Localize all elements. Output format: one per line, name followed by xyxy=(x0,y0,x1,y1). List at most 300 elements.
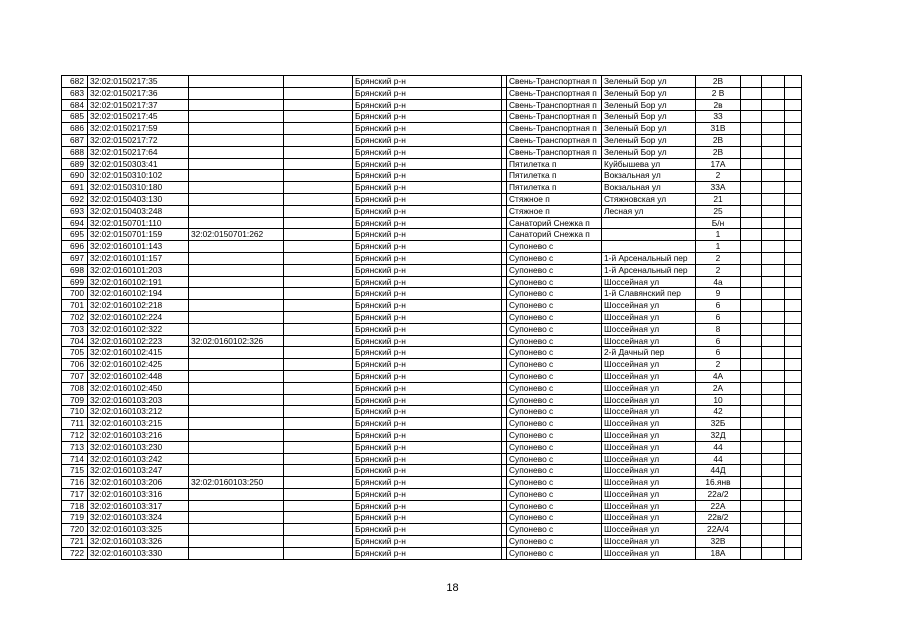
cadastral-number-cell: 32:02:0160102:191 xyxy=(88,276,189,288)
extra-column-3-cell xyxy=(785,477,802,489)
blank-column-cell xyxy=(284,252,353,264)
extra-column-3-cell xyxy=(785,288,802,300)
page-number: 18 xyxy=(446,582,459,594)
related-cadastral-number-cell xyxy=(189,441,284,453)
district-cell: Брянский р-н xyxy=(353,99,502,111)
row-number-cell: 710 xyxy=(62,406,88,418)
table-row xyxy=(62,382,802,394)
extra-column-3-cell xyxy=(785,488,802,500)
extra-column-3-cell xyxy=(785,123,802,135)
table-row xyxy=(62,300,802,312)
street-cell: Шоссейная ул xyxy=(602,488,696,500)
related-cadastral-number-cell xyxy=(189,418,284,430)
house-number-cell: 22в/2 xyxy=(696,512,741,524)
table-row xyxy=(62,182,802,194)
settlement-cell: Пятилетка п xyxy=(507,182,602,194)
related-cadastral-number-cell xyxy=(189,146,284,158)
house-number-cell: 2 В xyxy=(696,87,741,99)
row-number-cell: 703 xyxy=(62,323,88,335)
extra-column-3-cell xyxy=(785,229,802,241)
row-number-cell: 694 xyxy=(62,217,88,229)
extra-column-1-cell xyxy=(741,300,762,312)
street-cell: Зеленый Бор ул xyxy=(602,134,696,146)
settlement-cell: Стяжное п xyxy=(507,205,602,217)
table-row xyxy=(62,347,802,359)
row-number-cell: 698 xyxy=(62,264,88,276)
settlement-cell: Супонево с xyxy=(507,465,602,477)
extra-column-1-cell xyxy=(741,512,762,524)
extra-column-2-cell xyxy=(762,229,785,241)
cadastral-number-cell: 32:02:0160102:224 xyxy=(88,311,189,323)
row-number-cell: 709 xyxy=(62,394,88,406)
street-cell: Шоссейная ул xyxy=(602,418,696,430)
extra-column-2-cell xyxy=(762,217,785,229)
blank-column-cell xyxy=(284,465,353,477)
settlement-cell: Супонево с xyxy=(507,359,602,371)
row-number-cell: 688 xyxy=(62,146,88,158)
extra-column-2-cell xyxy=(762,477,785,489)
extra-column-2-cell xyxy=(762,76,785,88)
extra-column-2-cell xyxy=(762,311,785,323)
extra-column-3-cell xyxy=(785,76,802,88)
extra-column-3-cell xyxy=(785,252,802,264)
settlement-cell: Супонево с xyxy=(507,394,602,406)
settlement-cell: Супонево с xyxy=(507,241,602,253)
row-number-cell: 722 xyxy=(62,547,88,559)
street-cell: Зеленый Бор ул xyxy=(602,146,696,158)
street-cell: 1-й Арсенальный пер xyxy=(602,264,696,276)
settlement-cell: Супонево с xyxy=(507,547,602,559)
row-number-cell: 715 xyxy=(62,465,88,477)
house-number-cell: 22А xyxy=(696,500,741,512)
extra-column-1-cell xyxy=(741,441,762,453)
settlement-cell: Супонево с xyxy=(507,335,602,347)
blank-column-cell xyxy=(284,99,353,111)
street-cell: Шоссейная ул xyxy=(602,536,696,548)
cadastral-number-cell: 32:02:0160103:324 xyxy=(88,512,189,524)
house-number-cell: 33А xyxy=(696,182,741,194)
district-cell: Брянский р-н xyxy=(353,252,502,264)
settlement-cell: Супонево с xyxy=(507,264,602,276)
settlement-cell: Пятилетка п xyxy=(507,158,602,170)
extra-column-3-cell xyxy=(785,335,802,347)
settlement-cell: Супонево с xyxy=(507,453,602,465)
extra-column-2-cell xyxy=(762,524,785,536)
extra-column-1-cell xyxy=(741,500,762,512)
extra-column-2-cell xyxy=(762,441,785,453)
related-cadastral-number-cell: 32:02:0160102:326 xyxy=(189,335,284,347)
extra-column-1-cell xyxy=(741,193,762,205)
street-cell: Зеленый Бор ул xyxy=(602,99,696,111)
district-cell: Брянский р-н xyxy=(353,500,502,512)
cadastral-number-cell: 32:02:0160103:216 xyxy=(88,429,189,441)
row-number-cell: 707 xyxy=(62,370,88,382)
table-body xyxy=(62,76,802,560)
extra-column-1-cell xyxy=(741,123,762,135)
cadastral-number-cell: 32:02:0160102:425 xyxy=(88,359,189,371)
settlement-cell: Супонево с xyxy=(507,382,602,394)
extra-column-2-cell xyxy=(762,111,785,123)
extra-column-2-cell xyxy=(762,394,785,406)
house-number-cell: 44 xyxy=(696,441,741,453)
extra-column-2-cell xyxy=(762,193,785,205)
street-cell: Шоссейная ул xyxy=(602,394,696,406)
row-number-cell: 700 xyxy=(62,288,88,300)
settlement-cell: Супонево с xyxy=(507,311,602,323)
extra-column-1-cell xyxy=(741,465,762,477)
house-number-cell: 6 xyxy=(696,347,741,359)
table-row xyxy=(62,111,802,123)
related-cadastral-number-cell xyxy=(189,311,284,323)
extra-column-3-cell xyxy=(785,370,802,382)
district-cell: Брянский р-н xyxy=(353,288,502,300)
table-row xyxy=(62,406,802,418)
related-cadastral-number-cell xyxy=(189,524,284,536)
related-cadastral-number-cell xyxy=(189,300,284,312)
extra-column-2-cell xyxy=(762,453,785,465)
cadastral-number-cell: 32:02:0150217:64 xyxy=(88,146,189,158)
extra-column-3-cell xyxy=(785,359,802,371)
extra-column-2-cell xyxy=(762,547,785,559)
district-cell: Брянский р-н xyxy=(353,87,502,99)
district-cell: Брянский р-н xyxy=(353,488,502,500)
extra-column-3-cell xyxy=(785,276,802,288)
cadastral-number-cell: 32:02:0160103:325 xyxy=(88,524,189,536)
settlement-cell: Супонево с xyxy=(507,500,602,512)
street-cell: 1-й Арсенальный пер xyxy=(602,252,696,264)
settlement-cell: Супонево с xyxy=(507,252,602,264)
house-number-cell: 2 xyxy=(696,252,741,264)
extra-column-2-cell xyxy=(762,241,785,253)
row-number-cell: 711 xyxy=(62,418,88,430)
house-number-cell: 25 xyxy=(696,205,741,217)
extra-column-2-cell xyxy=(762,323,785,335)
cadastral-number-cell: 32:02:0160103:316 xyxy=(88,488,189,500)
cadastral-register-table xyxy=(61,75,802,560)
cadastral-number-cell: 32:02:0150217:37 xyxy=(88,99,189,111)
street-cell: Зеленый Бор ул xyxy=(602,87,696,99)
table-row xyxy=(62,252,802,264)
blank-column-cell xyxy=(284,418,353,430)
district-cell: Брянский р-н xyxy=(353,241,502,253)
house-number-cell: 4А xyxy=(696,370,741,382)
row-number-cell: 696 xyxy=(62,241,88,253)
extra-column-3-cell xyxy=(785,170,802,182)
district-cell: Брянский р-н xyxy=(353,453,502,465)
table-row xyxy=(62,193,802,205)
table-row xyxy=(62,311,802,323)
settlement-cell: Супонево с xyxy=(507,406,602,418)
house-number-cell: 17А xyxy=(696,158,741,170)
settlement-cell: Пятилетка п xyxy=(507,170,602,182)
row-number-cell: 714 xyxy=(62,453,88,465)
blank-column-cell xyxy=(284,311,353,323)
related-cadastral-number-cell xyxy=(189,123,284,135)
house-number-cell: 33 xyxy=(696,111,741,123)
cadastral-number-cell: 32:02:0160101:157 xyxy=(88,252,189,264)
blank-column-cell xyxy=(284,359,353,371)
table-row xyxy=(62,323,802,335)
blank-column-cell xyxy=(284,488,353,500)
blank-column-cell xyxy=(284,500,353,512)
extra-column-1-cell xyxy=(741,370,762,382)
settlement-cell: Свень-Транспортная п xyxy=(507,146,602,158)
settlement-cell: Свень-Транспортная п xyxy=(507,111,602,123)
house-number-cell: Б/н xyxy=(696,217,741,229)
table-row xyxy=(62,418,802,430)
blank-column-cell xyxy=(284,229,353,241)
extra-column-2-cell xyxy=(762,512,785,524)
street-cell: Шоссейная ул xyxy=(602,441,696,453)
settlement-cell: Свень-Транспортная п xyxy=(507,134,602,146)
related-cadastral-number-cell xyxy=(189,111,284,123)
street-cell: Шоссейная ул xyxy=(602,359,696,371)
street-cell: Шоссейная ул xyxy=(602,382,696,394)
house-number-cell: 21 xyxy=(696,193,741,205)
street-cell: Шоссейная ул xyxy=(602,323,696,335)
related-cadastral-number-cell xyxy=(189,170,284,182)
district-cell: Брянский р-н xyxy=(353,347,502,359)
related-cadastral-number-cell xyxy=(189,158,284,170)
table-row xyxy=(62,488,802,500)
house-number-cell: 8 xyxy=(696,323,741,335)
extra-column-1-cell xyxy=(741,252,762,264)
street-cell: Шоссейная ул xyxy=(602,335,696,347)
row-number-cell: 687 xyxy=(62,134,88,146)
row-number-cell: 685 xyxy=(62,111,88,123)
table-row xyxy=(62,158,802,170)
street-cell: Шоссейная ул xyxy=(602,370,696,382)
street-cell: Шоссейная ул xyxy=(602,465,696,477)
district-cell: Брянский р-н xyxy=(353,465,502,477)
cadastral-number-cell: 32:02:0160102:194 xyxy=(88,288,189,300)
extra-column-2-cell xyxy=(762,252,785,264)
street-cell: Шоссейная ул xyxy=(602,429,696,441)
row-number-cell: 713 xyxy=(62,441,88,453)
extra-column-3-cell xyxy=(785,453,802,465)
extra-column-1-cell xyxy=(741,429,762,441)
related-cadastral-number-cell xyxy=(189,288,284,300)
house-number-cell: 22А/4 xyxy=(696,524,741,536)
extra-column-3-cell xyxy=(785,182,802,194)
blank-column-cell xyxy=(284,205,353,217)
street-cell xyxy=(602,229,696,241)
related-cadastral-number-cell xyxy=(189,323,284,335)
table-row xyxy=(62,134,802,146)
table-row xyxy=(62,288,802,300)
extra-column-1-cell xyxy=(741,536,762,548)
extra-column-1-cell xyxy=(741,87,762,99)
house-number-cell: 2в xyxy=(696,99,741,111)
street-cell xyxy=(602,217,696,229)
related-cadastral-number-cell xyxy=(189,382,284,394)
cadastral-number-cell: 32:02:0160103:212 xyxy=(88,406,189,418)
related-cadastral-number-cell xyxy=(189,547,284,559)
extra-column-3-cell xyxy=(785,441,802,453)
related-cadastral-number-cell xyxy=(189,488,284,500)
street-cell: 1-й Славянский пер xyxy=(602,288,696,300)
district-cell: Брянский р-н xyxy=(353,264,502,276)
row-number-cell: 692 xyxy=(62,193,88,205)
cadastral-number-cell: 32:02:0160103:215 xyxy=(88,418,189,430)
settlement-cell: Стяжное п xyxy=(507,193,602,205)
extra-column-3-cell xyxy=(785,500,802,512)
district-cell: Брянский р-н xyxy=(353,123,502,135)
settlement-cell: Супонево с xyxy=(507,288,602,300)
settlement-cell: Свень-Транспортная п xyxy=(507,99,602,111)
related-cadastral-number-cell xyxy=(189,193,284,205)
extra-column-1-cell xyxy=(741,229,762,241)
related-cadastral-number-cell: 32:02:0150701:262 xyxy=(189,229,284,241)
settlement-cell: Супонево с xyxy=(507,441,602,453)
row-number-cell: 702 xyxy=(62,311,88,323)
table-row xyxy=(62,264,802,276)
settlement-cell: Супонево с xyxy=(507,512,602,524)
extra-column-3-cell xyxy=(785,264,802,276)
extra-column-3-cell xyxy=(785,323,802,335)
cadastral-number-cell: 32:02:0150217:36 xyxy=(88,87,189,99)
related-cadastral-number-cell xyxy=(189,252,284,264)
extra-column-3-cell xyxy=(785,536,802,548)
house-number-cell: 2 xyxy=(696,170,741,182)
table-row xyxy=(62,547,802,559)
extra-column-1-cell xyxy=(741,394,762,406)
blank-column-cell xyxy=(284,193,353,205)
extra-column-1-cell xyxy=(741,264,762,276)
row-number-cell: 701 xyxy=(62,300,88,312)
blank-column-cell xyxy=(284,170,353,182)
row-number-cell: 689 xyxy=(62,158,88,170)
extra-column-2-cell xyxy=(762,536,785,548)
settlement-cell: Супонево с xyxy=(507,347,602,359)
settlement-cell: Супонево с xyxy=(507,300,602,312)
table-row xyxy=(62,429,802,441)
settlement-cell: Супонево с xyxy=(507,477,602,489)
table-row xyxy=(62,500,802,512)
cadastral-number-cell: 32:02:0150217:59 xyxy=(88,123,189,135)
extra-column-1-cell xyxy=(741,276,762,288)
extra-column-1-cell xyxy=(741,241,762,253)
street-cell: Зеленый Бор ул xyxy=(602,123,696,135)
extra-column-2-cell xyxy=(762,182,785,194)
extra-column-1-cell xyxy=(741,347,762,359)
extra-column-2-cell xyxy=(762,359,785,371)
blank-column-cell xyxy=(284,241,353,253)
extra-column-1-cell xyxy=(741,146,762,158)
table-row xyxy=(62,477,802,489)
extra-column-3-cell xyxy=(785,99,802,111)
house-number-cell: 32В xyxy=(696,536,741,548)
cadastral-number-cell: 32:02:0150217:35 xyxy=(88,76,189,88)
blank-column-cell xyxy=(284,111,353,123)
row-number-cell: 695 xyxy=(62,229,88,241)
cadastral-number-cell: 32:02:0150403:130 xyxy=(88,193,189,205)
table-row xyxy=(62,229,802,241)
blank-column-cell xyxy=(284,429,353,441)
extra-column-3-cell xyxy=(785,311,802,323)
table-row xyxy=(62,335,802,347)
blank-column-cell xyxy=(284,370,353,382)
extra-column-2-cell xyxy=(762,429,785,441)
settlement-cell: Свень-Транспортная п xyxy=(507,87,602,99)
related-cadastral-number-cell xyxy=(189,76,284,88)
cadastral-number-cell: 32:02:0150701:159 xyxy=(88,229,189,241)
district-cell: Брянский р-н xyxy=(353,323,502,335)
table-row xyxy=(62,146,802,158)
house-number-cell: 18А xyxy=(696,547,741,559)
row-number-cell: 691 xyxy=(62,182,88,194)
extra-column-1-cell xyxy=(741,488,762,500)
district-cell: Брянский р-н xyxy=(353,370,502,382)
cadastral-number-cell: 32:02:0150701:110 xyxy=(88,217,189,229)
cadastral-number-cell: 32:02:0160102:223 xyxy=(88,335,189,347)
row-number-cell: 683 xyxy=(62,87,88,99)
cadastral-number-cell: 32:02:0160101:203 xyxy=(88,264,189,276)
blank-column-cell xyxy=(284,335,353,347)
street-cell: Шоссейная ул xyxy=(602,500,696,512)
extra-column-3-cell xyxy=(785,146,802,158)
table-row xyxy=(62,394,802,406)
blank-column-cell xyxy=(284,536,353,548)
related-cadastral-number-cell xyxy=(189,394,284,406)
extra-column-3-cell xyxy=(785,524,802,536)
extra-column-1-cell xyxy=(741,99,762,111)
street-cell xyxy=(602,241,696,253)
extra-column-2-cell xyxy=(762,264,785,276)
row-number-cell: 693 xyxy=(62,205,88,217)
house-number-cell: 16.янв xyxy=(696,477,741,489)
district-cell: Брянский р-н xyxy=(353,441,502,453)
district-cell: Брянский р-н xyxy=(353,134,502,146)
house-number-cell: 22а/2 xyxy=(696,488,741,500)
cadastral-number-cell: 32:02:0160102:218 xyxy=(88,300,189,312)
blank-column-cell xyxy=(284,406,353,418)
extra-column-3-cell xyxy=(785,418,802,430)
district-cell: Брянский р-н xyxy=(353,76,502,88)
house-number-cell: 32Д xyxy=(696,429,741,441)
settlement-cell: Супонево с xyxy=(507,524,602,536)
house-number-cell: 1 xyxy=(696,229,741,241)
extra-column-3-cell xyxy=(785,111,802,123)
blank-column-cell xyxy=(284,300,353,312)
blank-column-cell xyxy=(284,182,353,194)
extra-column-1-cell xyxy=(741,182,762,194)
house-number-cell: 6 xyxy=(696,311,741,323)
cadastral-number-cell: 32:02:0160103:206 xyxy=(88,477,189,489)
related-cadastral-number-cell xyxy=(189,406,284,418)
street-cell: Шоссейная ул xyxy=(602,406,696,418)
extra-column-1-cell xyxy=(741,205,762,217)
extra-column-2-cell xyxy=(762,382,785,394)
table-row xyxy=(62,453,802,465)
house-number-cell: 44Д xyxy=(696,465,741,477)
cadastral-number-cell: 32:02:0160103:230 xyxy=(88,441,189,453)
cadastral-number-cell: 32:02:0150303:41 xyxy=(88,158,189,170)
street-cell: Вокзальная ул xyxy=(602,170,696,182)
related-cadastral-number-cell xyxy=(189,512,284,524)
house-number-cell: 2В xyxy=(696,134,741,146)
row-number-cell: 697 xyxy=(62,252,88,264)
blank-column-cell xyxy=(284,158,353,170)
extra-column-3-cell xyxy=(785,512,802,524)
house-number-cell: 4а xyxy=(696,276,741,288)
row-number-cell: 716 xyxy=(62,477,88,489)
related-cadastral-number-cell xyxy=(189,205,284,217)
cadastral-number-cell: 32:02:0160102:322 xyxy=(88,323,189,335)
extra-column-2-cell xyxy=(762,300,785,312)
extra-column-3-cell xyxy=(785,382,802,394)
house-number-cell: 10 xyxy=(696,394,741,406)
